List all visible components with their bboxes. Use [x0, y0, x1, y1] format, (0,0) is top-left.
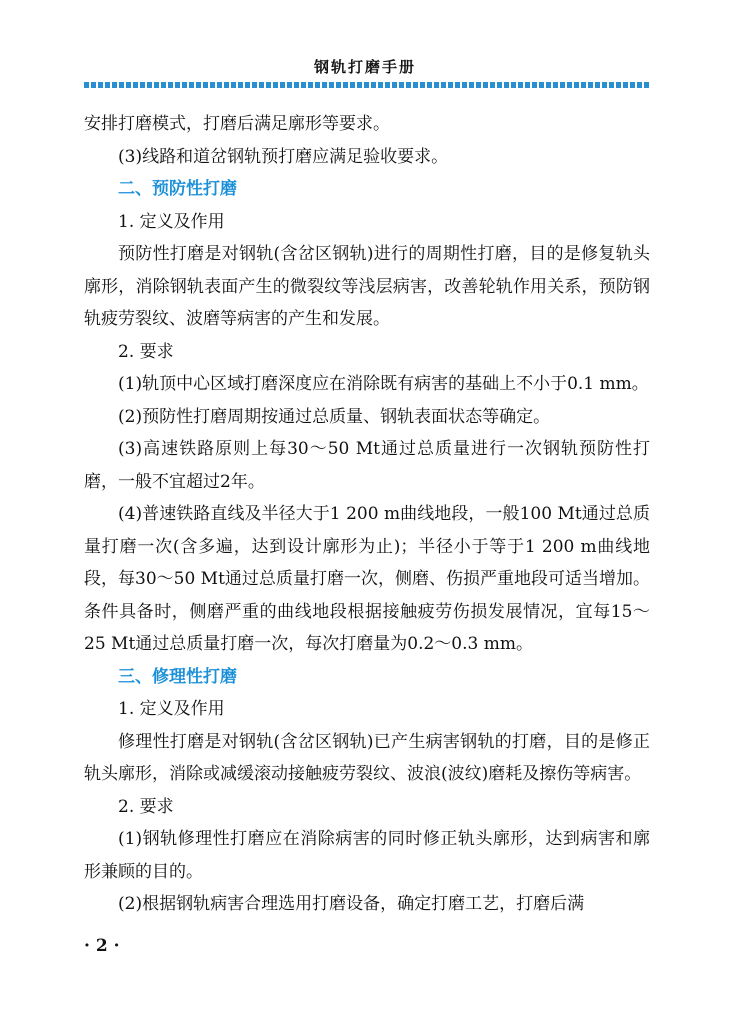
list-item-3-pre-grinding: (3)线路和道岔钢轨预打磨应满足验收要求。 — [118, 146, 449, 167]
subheading-requirements-2: 2. 要求 — [118, 796, 174, 817]
header-dotted-rule — [84, 82, 650, 88]
list-item-1-corrective: (1)钢轨修理性打磨应在消除病害的同时修正轨头廓形，达到病害和廓形兼顾的目的。 — [84, 829, 650, 882]
list-item-2-corrective: (2)根据钢轨病害合理选用打磨设备，确定打磨工艺，打磨后满 — [118, 894, 585, 914]
list-item-4-conventional: (4)普速铁路直线及半径大于1 200 m曲线地段，一般100 Mt通过总质量打磨一次(含多遍，达到设计廓形为止)；半径小于等于1 200 m曲线地段，每30～50 Mt通过总质量打磨一次，侧磨、伤损严重地段可适当增加。条件具备时，侧磨严重的曲线地段根据接触疲劳伤损发展情况，宜每15～25 Mt通过总质量打磨一次，每次打磨量为0.2～0.3 mm。 — [84, 504, 650, 654]
section-heading-corrective-grinding: 三、修理性打磨 — [118, 666, 237, 687]
running-header-title: 钢轨打磨手册 — [313, 58, 416, 76]
list-item-1-depth: (1)轨顶中心区域打磨深度应在消除既有病害的基础上不小于0.1 mm。 — [118, 374, 649, 394]
list-item-3-high-speed: (3)高速铁路原则上每30～50 Mt通过总质量进行一次钢轨预防性打磨，一般不宜超过2年。 — [84, 439, 650, 492]
paragraph-preventive-definition: 预防性打磨是对钢轨(含岔区钢轨)进行的周期性打磨，目的是修复轨头廓形，消除钢轨表面产生的微裂纹等浅层病害，改善轮轨作用关系，预防钢轨疲劳裂纹、波磨等病害的产生和发展。 — [84, 244, 650, 329]
page-body — [84, 108, 650, 921]
subheading-definition: 1. 定义及作用 — [118, 211, 225, 232]
list-item-2-cycle: (2)预防性打磨周期按通过总质量、钢轨表面状态等确定。 — [118, 406, 551, 427]
section-heading-preventive-grinding: 二、预防性打磨 — [118, 179, 237, 199]
subheading-definition-2: 1. 定义及作用 — [118, 699, 225, 719]
paragraph-continuation: 安排打磨模式，打磨后满足廓形等要求。 — [84, 114, 390, 134]
paragraph-corrective-definition: 修理性打磨是对钢轨(含岔区钢轨)已产生病害钢轨的打磨，目的是修正轨头廓形，消除或减缓滚动接触疲劳裂纹、波浪(波纹)磨耗及擦伤等病害。 — [84, 731, 650, 784]
subheading-requirements: 2. 要求 — [118, 341, 174, 362]
page-number: · 2 · — [84, 936, 120, 956]
